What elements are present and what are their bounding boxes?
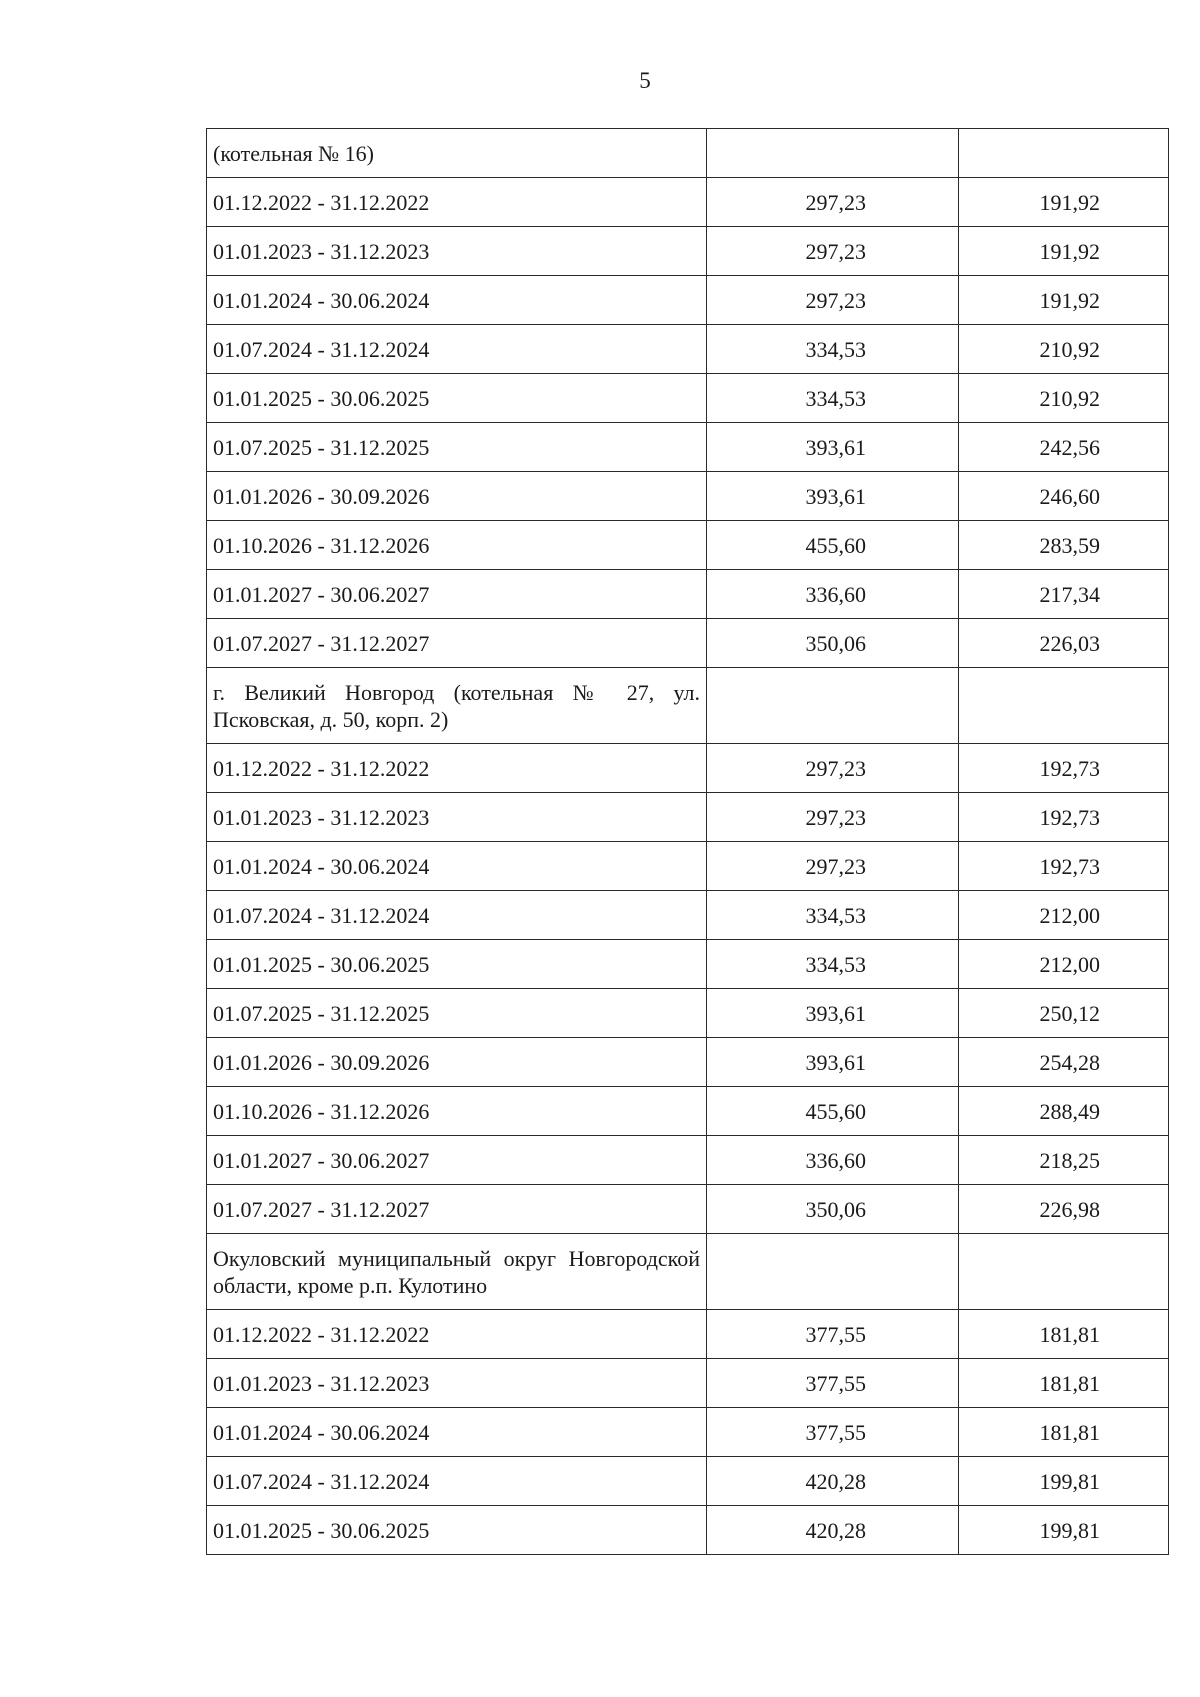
section-label: г. Великий Новгород (котельная № 27, ул. Псковская, д. 50, корп. 2)	[207, 668, 707, 744]
value-cell-1: 297,23	[707, 793, 959, 842]
table-row	[207, 744, 1169, 793]
period-cell: 01.07.2024 - 31.12.2024	[207, 891, 707, 940]
value-cell-2: 212,00	[959, 940, 1169, 989]
value-cell-1: 334,53	[707, 891, 959, 940]
value-cell-1: 455,60	[707, 1087, 959, 1136]
period-cell: 01.07.2024 - 31.12.2024	[207, 1457, 707, 1506]
section-row	[207, 1234, 1169, 1310]
empty-cell	[707, 668, 959, 744]
value-cell-1: 334,53	[707, 940, 959, 989]
value-cell-2: 210,92	[959, 374, 1169, 423]
value-cell-1: 297,23	[707, 842, 959, 891]
table-row	[207, 1136, 1169, 1185]
value-cell-2: 199,81	[959, 1457, 1169, 1506]
value-cell-1: 420,28	[707, 1457, 959, 1506]
value-cell-2: 226,03	[959, 619, 1169, 668]
value-cell-1: 455,60	[707, 521, 959, 570]
value-cell-1: 297,23	[707, 178, 959, 227]
value-cell-2: 210,92	[959, 325, 1169, 374]
table-row	[207, 521, 1169, 570]
value-cell-2: 191,92	[959, 178, 1169, 227]
value-cell-1: 377,55	[707, 1408, 959, 1457]
period-cell: 01.12.2022 - 31.12.2022	[207, 744, 707, 793]
table-row	[207, 325, 1169, 374]
table-row	[207, 1408, 1169, 1457]
period-cell: 01.01.2025 - 30.06.2025	[207, 1506, 707, 1555]
value-cell-2: 288,49	[959, 1087, 1169, 1136]
value-cell-1: 336,60	[707, 570, 959, 619]
period-cell: 01.01.2025 - 30.06.2025	[207, 374, 707, 423]
table-row	[207, 423, 1169, 472]
value-cell-1: 393,61	[707, 423, 959, 472]
table-row	[207, 793, 1169, 842]
value-cell-1: 377,55	[707, 1359, 959, 1408]
tariff-table	[206, 128, 1169, 1555]
period-cell: 01.01.2025 - 30.06.2025	[207, 940, 707, 989]
period-cell: 01.01.2023 - 31.12.2023	[207, 1359, 707, 1408]
value-cell-1: 393,61	[707, 1038, 959, 1087]
period-cell: 01.10.2026 - 31.12.2026	[207, 521, 707, 570]
table-row	[207, 891, 1169, 940]
table-row	[207, 178, 1169, 227]
period-cell: 01.01.2024 - 30.06.2024	[207, 842, 707, 891]
value-cell-2: 217,34	[959, 570, 1169, 619]
table-row	[207, 1310, 1169, 1359]
table-row	[207, 1038, 1169, 1087]
period-cell: 01.07.2027 - 31.12.2027	[207, 619, 707, 668]
empty-cell	[959, 129, 1169, 178]
value-cell-2: 254,28	[959, 1038, 1169, 1087]
section-label: (котельная № 16)	[207, 129, 707, 178]
period-cell: 01.01.2027 - 30.06.2027	[207, 570, 707, 619]
table-row	[207, 276, 1169, 325]
value-cell-1: 334,53	[707, 374, 959, 423]
value-cell-2: 283,59	[959, 521, 1169, 570]
table-row	[207, 1506, 1169, 1555]
period-cell: 01.12.2022 - 31.12.2022	[207, 178, 707, 227]
period-cell: 01.01.2023 - 31.12.2023	[207, 227, 707, 276]
value-cell-2: 192,73	[959, 842, 1169, 891]
value-cell-1: 334,53	[707, 325, 959, 374]
value-cell-2: 191,92	[959, 227, 1169, 276]
table-row	[207, 1185, 1169, 1234]
page-number: 5	[639, 68, 651, 93]
table-row	[207, 374, 1169, 423]
table-row	[207, 227, 1169, 276]
value-cell-2: 181,81	[959, 1359, 1169, 1408]
value-cell-1: 420,28	[707, 1506, 959, 1555]
value-cell-1: 297,23	[707, 276, 959, 325]
value-cell-1: 297,23	[707, 227, 959, 276]
tariff-table-body	[207, 129, 1169, 1555]
period-cell: 01.01.2026 - 30.09.2026	[207, 472, 707, 521]
value-cell-2: 191,92	[959, 276, 1169, 325]
section-row	[207, 129, 1169, 178]
value-cell-1: 377,55	[707, 1310, 959, 1359]
value-cell-1: 336,60	[707, 1136, 959, 1185]
value-cell-1: 350,06	[707, 619, 959, 668]
empty-cell	[959, 668, 1169, 744]
value-cell-2: 242,56	[959, 423, 1169, 472]
section-label: Окуловский муниципальный округ Новгородской области, кроме р.п. Кулотино	[207, 1234, 707, 1310]
period-cell: 01.07.2024 - 31.12.2024	[207, 325, 707, 374]
value-cell-1: 350,06	[707, 1185, 959, 1234]
period-cell: 01.01.2024 - 30.06.2024	[207, 1408, 707, 1457]
table-row	[207, 570, 1169, 619]
period-cell: 01.01.2023 - 31.12.2023	[207, 793, 707, 842]
table-row	[207, 940, 1169, 989]
value-cell-2: 218,25	[959, 1136, 1169, 1185]
empty-cell	[959, 1234, 1169, 1310]
value-cell-2: 226,98	[959, 1185, 1169, 1234]
period-cell: 01.01.2024 - 30.06.2024	[207, 276, 707, 325]
empty-cell	[707, 1234, 959, 1310]
period-cell: 01.12.2022 - 31.12.2022	[207, 1310, 707, 1359]
section-row	[207, 668, 1169, 744]
table-row	[207, 472, 1169, 521]
value-cell-1: 297,23	[707, 744, 959, 793]
value-cell-2: 250,12	[959, 989, 1169, 1038]
value-cell-2: 192,73	[959, 744, 1169, 793]
value-cell-2: 199,81	[959, 1506, 1169, 1555]
table-row	[207, 989, 1169, 1038]
table-row	[207, 1359, 1169, 1408]
empty-cell	[707, 129, 959, 178]
value-cell-1: 393,61	[707, 472, 959, 521]
table-row	[207, 1087, 1169, 1136]
period-cell: 01.07.2025 - 31.12.2025	[207, 989, 707, 1038]
table-row	[207, 1457, 1169, 1506]
value-cell-2: 212,00	[959, 891, 1169, 940]
table-row	[207, 619, 1169, 668]
period-cell: 01.01.2027 - 30.06.2027	[207, 1136, 707, 1185]
value-cell-2: 181,81	[959, 1408, 1169, 1457]
period-cell: 01.10.2026 - 31.12.2026	[207, 1087, 707, 1136]
period-cell: 01.07.2025 - 31.12.2025	[207, 423, 707, 472]
value-cell-1: 393,61	[707, 989, 959, 1038]
value-cell-2: 192,73	[959, 793, 1169, 842]
period-cell: 01.07.2027 - 31.12.2027	[207, 1185, 707, 1234]
table-row	[207, 842, 1169, 891]
value-cell-2: 181,81	[959, 1310, 1169, 1359]
value-cell-2: 246,60	[959, 472, 1169, 521]
period-cell: 01.01.2026 - 30.09.2026	[207, 1038, 707, 1087]
